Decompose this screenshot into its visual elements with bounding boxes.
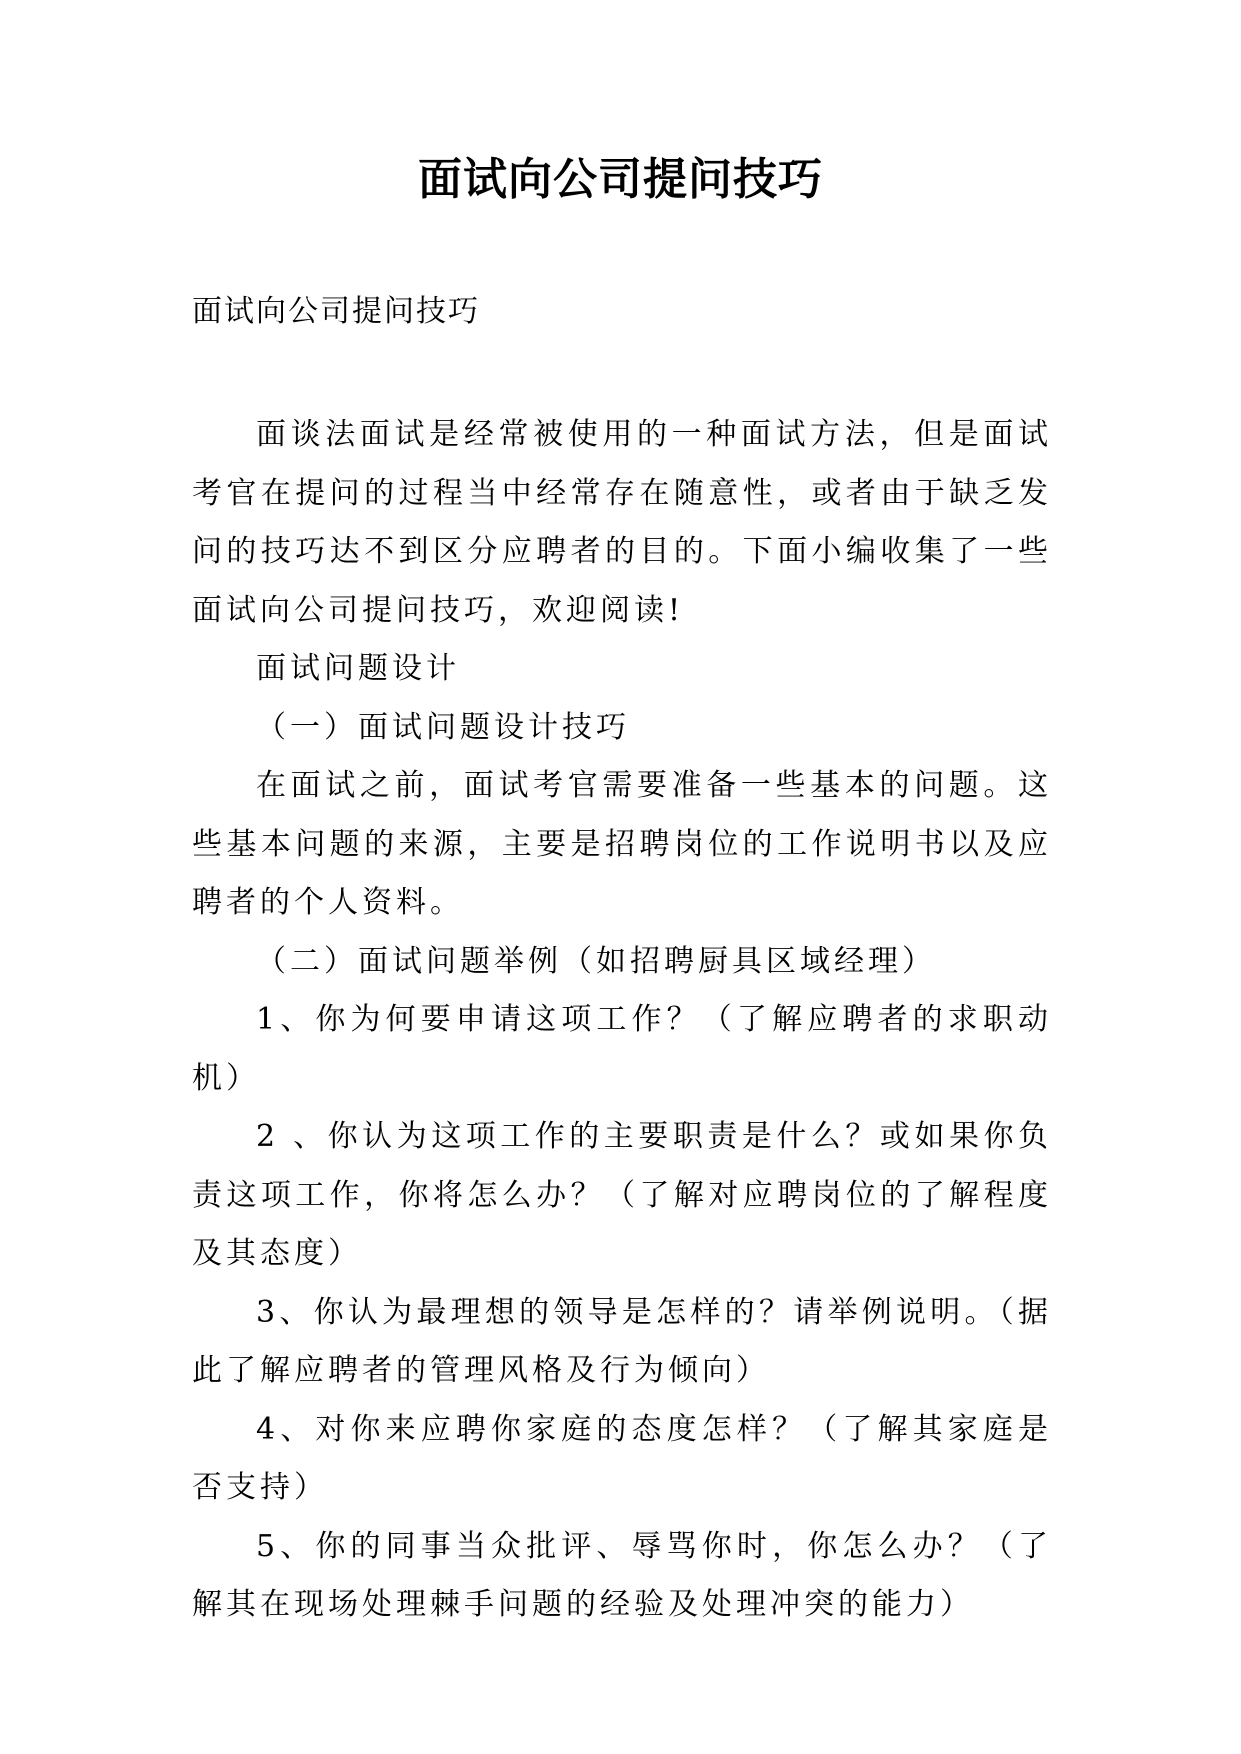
question-item-5: 5、你的同事当众批评、辱骂你时，你怎么办？（了解其在现场处理棘手问题的经验及处理冲突的能力） bbox=[192, 1528, 1052, 1622]
question-item-1: 1、你为何要申请这项工作？（了解应聘者的求职动机） bbox=[192, 1002, 1052, 1096]
question-item-2: 2 、你认为这项工作的主要职责是什么？或如果你负责这项工作，你将怎么办？（了解对应聘岗位的了解程度及其态度） bbox=[192, 1119, 1052, 1271]
question-item-4: 4、对你来应聘你家庭的态度怎样？（了解其家庭是否支持） bbox=[192, 1411, 1052, 1505]
question-item-3: 3、你认为最理想的领导是怎样的？请举例说明。（据此了解应聘者的管理风格及行为倾向） bbox=[192, 1294, 1052, 1388]
document-body bbox=[192, 406, 1052, 1635]
document-title: 面试向公司提问技巧 bbox=[418, 154, 823, 205]
document-subtitle: 面试向公司提问技巧 bbox=[192, 294, 480, 329]
heading-design-skills: （一）面试问题设计技巧 bbox=[256, 709, 630, 745]
heading-question-examples: （二）面试问题举例（如招聘厨具区域经理） bbox=[256, 943, 936, 979]
paragraph-intro: 面谈法面试是经常被使用的一种面试方法，但是面试考官在提问的过程当中经常存在随意性，或者由于缺乏发问的技巧达不到区分应聘者的目的。下面小编收集了一些面试向公司提问技巧，欢迎阅读! bbox=[192, 417, 1052, 628]
heading-question-design: 面试问题设计 bbox=[256, 651, 460, 686]
paragraph-basic-questions: 在面试之前，面试考官需要准备一些基本的问题。这些基本问题的来源，主要是招聘岗位的工作说明书以及应聘者的个人资料。 bbox=[192, 768, 1052, 920]
